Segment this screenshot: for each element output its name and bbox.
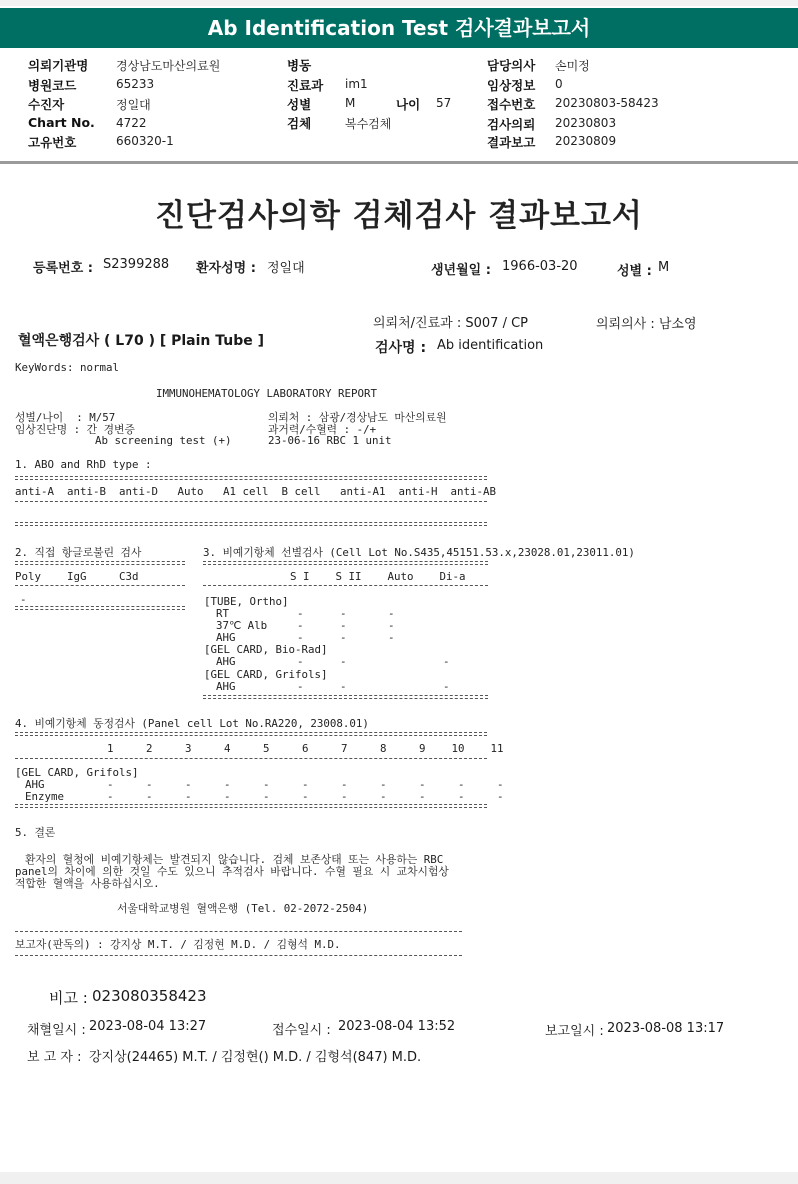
clinical-diagnosis-line: 임상진단명 : 간 경변증 xyxy=(15,423,135,436)
label-sex-report: 성별 : xyxy=(617,264,652,279)
divider xyxy=(203,561,488,565)
value-patient-name: 정일대 xyxy=(267,261,305,276)
row-rt: RT xyxy=(216,607,230,620)
referral-doctor: 의뢰의사 : 남소영 xyxy=(596,317,697,332)
conclusion-line-2: panel의 차이에 의한 것일 수도 있으니 추적검사 바랍니다. 수혈 필요 시 교차시험상 xyxy=(15,865,449,878)
label-department: 진료과 xyxy=(287,78,324,93)
value-note: 023080358423 xyxy=(92,987,207,1005)
label-specimen: 검체 xyxy=(287,116,312,131)
result-cell: - xyxy=(340,607,347,620)
label-receipt-no: 접수번호 xyxy=(487,97,536,112)
history-line: 과거력/수혈력 : -/+ xyxy=(268,423,377,436)
result-cell: - xyxy=(388,607,395,620)
divider xyxy=(15,804,487,808)
panel-ahg-results: - - - - - - - - - - - xyxy=(107,778,504,791)
blood-bank-contact: 서울대학교병원 혈액은행 (Tel. 02-2072-2504) xyxy=(117,902,369,915)
value-unique-no: 660320-1 xyxy=(116,134,174,148)
report-title-bar: Ab Identification Test 검사결과보고서 xyxy=(0,8,798,48)
gel-grifols-panel-label: [GEL CARD, Grifols] xyxy=(15,766,139,779)
value-clinical-info: 0 xyxy=(555,77,563,91)
section-conclusion: 5. 결론 xyxy=(15,826,56,839)
value-specimen: 복수검체 xyxy=(345,117,392,131)
value-department: im1 xyxy=(345,77,368,91)
result-cell: - xyxy=(297,607,304,620)
screening-column-headers: S I S II Auto Di-a xyxy=(290,570,466,583)
value-birth-date: 1966-03-20 xyxy=(502,259,578,274)
referral-line: 의뢰처 : 삼광/경상남도 마산의료원 xyxy=(268,411,447,424)
lab-report-heading: IMMUNOHEMATOLOGY LABORATORY REPORT xyxy=(156,387,378,400)
value-registration-no: S2399288 xyxy=(103,257,170,272)
label-unique-no: 고유번호 xyxy=(28,135,77,150)
label-age: 나이 xyxy=(396,97,421,112)
divider xyxy=(15,476,487,480)
divider xyxy=(15,606,185,610)
result-cell: - xyxy=(388,619,395,632)
section-direct-antiglobulin: 2. 직접 항글로불린 검사 xyxy=(15,546,142,559)
bottom-strip xyxy=(0,1172,798,1184)
abo-column-headers: anti-A anti-B anti-D Auto A1 cell B cell anti-A1 anti-H anti-AB xyxy=(15,485,497,498)
divider xyxy=(15,931,462,932)
value-report-time: 2023-08-08 13:17 xyxy=(607,1021,725,1036)
result-cell: - xyxy=(297,680,304,693)
gel-biorad-label: [GEL CARD, Bio-Rad] xyxy=(204,643,328,656)
result-cell: - xyxy=(340,680,347,693)
label-birth-date: 생년월일 : xyxy=(431,263,491,278)
section-antibody-identification: 4. 비예기항체 동정검사 (Panel cell Lot No.RA220, 23008.01) xyxy=(15,717,369,730)
label-patient-name: 환자성명 : xyxy=(196,261,256,276)
label-requesting-institution: 의뢰기관명 xyxy=(28,58,89,73)
label-report-time: 보고일시 : xyxy=(545,1024,604,1039)
label-test-request: 검사의뢰 xyxy=(487,117,536,132)
value-requesting-institution: 경상남도마산의료원 xyxy=(116,59,221,73)
value-test-request: 20230803 xyxy=(555,116,617,130)
result-cell: - xyxy=(297,631,304,644)
label-note: 비고 : xyxy=(49,989,88,1007)
label-receipt-time: 접수일시 : xyxy=(272,1023,331,1038)
panel-enzyme-results: - - - - - - - - - - - xyxy=(107,790,504,803)
sex-age-line: 성별/나이 : M/57 xyxy=(15,411,116,424)
gel-grifols-label: [GEL CARD, Grifols] xyxy=(204,668,328,681)
result-cell: - xyxy=(340,619,347,632)
value-attending-doctor: 손미정 xyxy=(555,59,590,73)
result-cell: - xyxy=(443,655,450,668)
transfusion-line: 23-06-16 RBC 1 unit xyxy=(268,434,392,447)
divider xyxy=(15,758,487,759)
divider xyxy=(15,732,487,736)
divider xyxy=(15,501,487,502)
section-antibody-screening: 3. 비예기항체 선별검사 (Cell Lot No.S435,45151.53.x,23028.01,23011.01) xyxy=(203,546,635,559)
label-test-name: 검사명 : xyxy=(375,340,427,356)
panel-cell-numbers: 1 2 3 4 5 6 7 8 9 10 11 xyxy=(107,742,504,755)
row-ahg-biorad: AHG xyxy=(216,655,236,668)
result-cell: - xyxy=(388,631,395,644)
label-patient: 수진자 xyxy=(28,97,65,112)
value-sex: M xyxy=(345,96,356,110)
top-strip xyxy=(0,0,798,6)
value-age: 57 xyxy=(436,96,452,110)
conclusion-line-1: 환자의 혈청에 비예기항체는 발견되지 않습니다. 검체 보존상태 또는 사용하는 RBC xyxy=(25,853,444,866)
dat-column-headers: Poly IgG C3d xyxy=(15,570,139,583)
value-chart-no: 4722 xyxy=(116,116,147,130)
value-hospital-code: 65233 xyxy=(116,77,155,91)
document-title: 진단검사의학 검체검사 결과보고서 xyxy=(155,198,643,234)
keywords: KeyWords: normal xyxy=(15,361,120,374)
row-37c-alb: 37℃ Alb xyxy=(216,619,268,632)
value-patient: 정일대 xyxy=(116,98,151,112)
row-enzyme-panel: Enzyme xyxy=(25,790,65,803)
value-test-name: Ab identification xyxy=(437,338,544,353)
divider xyxy=(15,585,185,586)
row-ahg-tube: AHG xyxy=(216,631,236,644)
label-reporter: 보 고 자 : xyxy=(27,1050,82,1065)
label-registration-no: 등록번호 : xyxy=(33,261,93,276)
dat-result: - xyxy=(20,593,27,606)
result-cell: - xyxy=(340,631,347,644)
value-receipt-no: 20230803-58423 xyxy=(555,96,659,110)
referral-department: 의뢰처/진료과 : S007 / CP xyxy=(373,316,528,331)
label-hospital-code: 병원코드 xyxy=(28,78,77,93)
divider xyxy=(15,522,487,526)
divider xyxy=(203,585,488,586)
divider xyxy=(15,955,462,956)
result-cell: - xyxy=(297,655,304,668)
label-result-report: 결과보고 xyxy=(487,135,536,150)
value-result-report: 20230809 xyxy=(555,134,617,148)
test-group: 혈액은행검사 ( L70 ) [ Plain Tube ] xyxy=(18,333,265,349)
header-separator xyxy=(0,161,798,164)
divider xyxy=(15,561,185,565)
row-ahg-grifols: AHG xyxy=(216,680,236,693)
value-collection-time: 2023-08-04 13:27 xyxy=(89,1019,207,1034)
ab-screening-line: Ab screening test (+) xyxy=(95,434,232,447)
label-chart-no: Chart No. xyxy=(28,115,95,130)
reporter-readers: 보고자(판독의) : 강지상 M.T. / 김정현 M.D. / 김형석 M.D. xyxy=(15,938,341,951)
result-cell: - xyxy=(297,619,304,632)
label-ward: 병동 xyxy=(287,58,312,73)
result-cell: - xyxy=(340,655,347,668)
value-sex-report: M xyxy=(658,260,670,275)
section-abo-rhd: 1. ABO and RhD type : xyxy=(15,458,152,471)
tube-ortho-label: [TUBE, Ortho] xyxy=(204,595,289,608)
label-collection-time: 채혈일시 : xyxy=(27,1023,86,1038)
conclusion-line-3: 적합한 혈액을 사용하십시오. xyxy=(15,877,160,890)
label-attending-doctor: 담당의사 xyxy=(487,58,536,73)
label-clinical-info: 임상정보 xyxy=(487,78,536,93)
row-ahg-panel: AHG xyxy=(25,778,45,791)
divider xyxy=(203,695,488,699)
value-reporter: 강지상(24465) M.T. / 김정현() M.D. / 김형석(847) M.D. xyxy=(89,1050,422,1065)
value-receipt-time: 2023-08-04 13:52 xyxy=(338,1019,456,1034)
label-sex: 성별 xyxy=(287,97,312,112)
result-cell: - xyxy=(443,680,450,693)
